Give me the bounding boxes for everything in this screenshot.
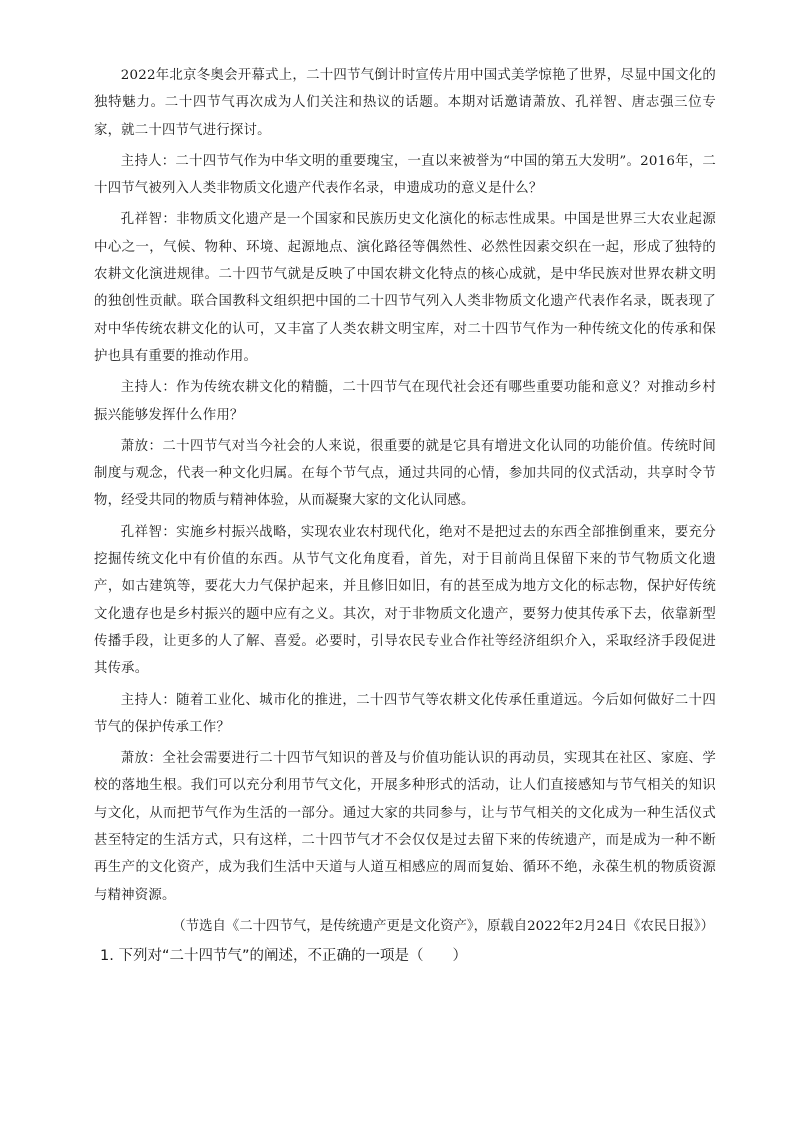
xiao-answer-1: 萧放：二十四节气对当今社会的人来说，很重要的就是它具有增进文化认同的功能价值。传统时间制度与观念，代表一种文化归属。在每个节气点，通过共同的心情，参加共同的仪式活动，共享时令节物，经受共同的物质与精神体验，从而凝聚大家的文化认同感。 (94, 438, 716, 509)
host-question-3: 主持人：随着工业化、城市化的推进，二十四节气等农耕文化传承任重道远。今后如何做好二十四节气的保护传承工作？ (94, 692, 716, 735)
kong-answer-2: 孔祥智：实施乡村振兴战略，实现农业农村现代化，绝对不是把过去的东西全部推倒重来，要充分挖掘传统文化中有价值的东西。从节气文化角度看，首先，对于目前尚且保留下来的节气物质文化遗产，如古建筑等，要花大力气保护起来，并且修旧如旧，有的甚至成为地方文化的标志物，保护好传统文化遗存也是乡村振兴的题中应有之义。其次，对于非物质文化遗产，要努力使其传承下去，依靠新型传播手段，让更多的人了解、喜爱。必要时，引导农民专业合作社等经济组织介入，采取经济手段促进其传承。 (94, 524, 716, 677)
intro-paragraph: 2022年北京冬奥会开幕式上，二十四节气倒计时宣传片用中国式美学惊艳了世界，尽显中国文化的独特魅力。二十四节气再次成为人们关注和热议的话题。本期对话邀请萧放、孔祥智、唐志强三位专家，就二十四节气进行探讨。 (94, 68, 716, 138)
host-question-2: 主持人：作为传统农耕文化的精髓，二十四节气在现代社会还有哪些重要功能和意义？对推动乡村振兴能够发挥什么作用？ (94, 380, 716, 423)
question-1: 1. 下列对“二十四节气”的阐述，不正确的一项是（ ） (100, 947, 467, 964)
document-page (94, 62, 716, 970)
kong-answer-1: 孔祥智：非物质文化遗产是一个国家和民族历史文化演化的标志性成果。中国是世界三大农业起源中心之一，气候、物种、环境、起源地点、演化路径等偶然性、必然性因素交织在一起，形成了独特的农耕文化演进规律。二十四节气就是反映了中国农耕文化特点的核心成就，是中华民族对世界农耕文明的独创性贡献。联合国教科文组织把中国的二十四节气列入人类非物质文化遗产代表作名录，既表现了对中华传统农耕文化的认可，又丰富了人类农耕文明宝库，对二十四节气作为一种传统文化的传承和保护也具有重要的推动作用。 (94, 212, 716, 364)
xiao-answer-2: 萧放：全社会需要进行二十四节气知识的普及与价值功能认识的再动员，实现其在社区、家庭、学校的落地生根。我们可以充分利用节气文化，开展多种形式的活动，让人们直接感知与节气相关的知识与文化，从而把节气作为生活的一部分。通过大家的共同参与，让与节气相关的文化成为一种生活仪式甚至特定的生活方式，只有这样，二十四节气才不会仅仅是过去留下来的传统遗产，而是成为一种不断再生产的文化资产，成为我们生活中天道与人道互相感应的周而复始、循环不绝，永葆生机的物质资源与精神资源。 (94, 751, 716, 903)
source-citation: （节选自《二十四节气，是传统遗产更是文化资产》，原载自2022年2月24日《农民日报》） (172, 918, 714, 934)
host-question-1: 主持人：二十四节气作为中华文明的重要瑰宝，一直以来被誉为“中国的第五大发明”。2016年，二十四节气被列入人类非物质文化遗产代表作名录，申遗成功的意义是什么？ (94, 153, 716, 197)
